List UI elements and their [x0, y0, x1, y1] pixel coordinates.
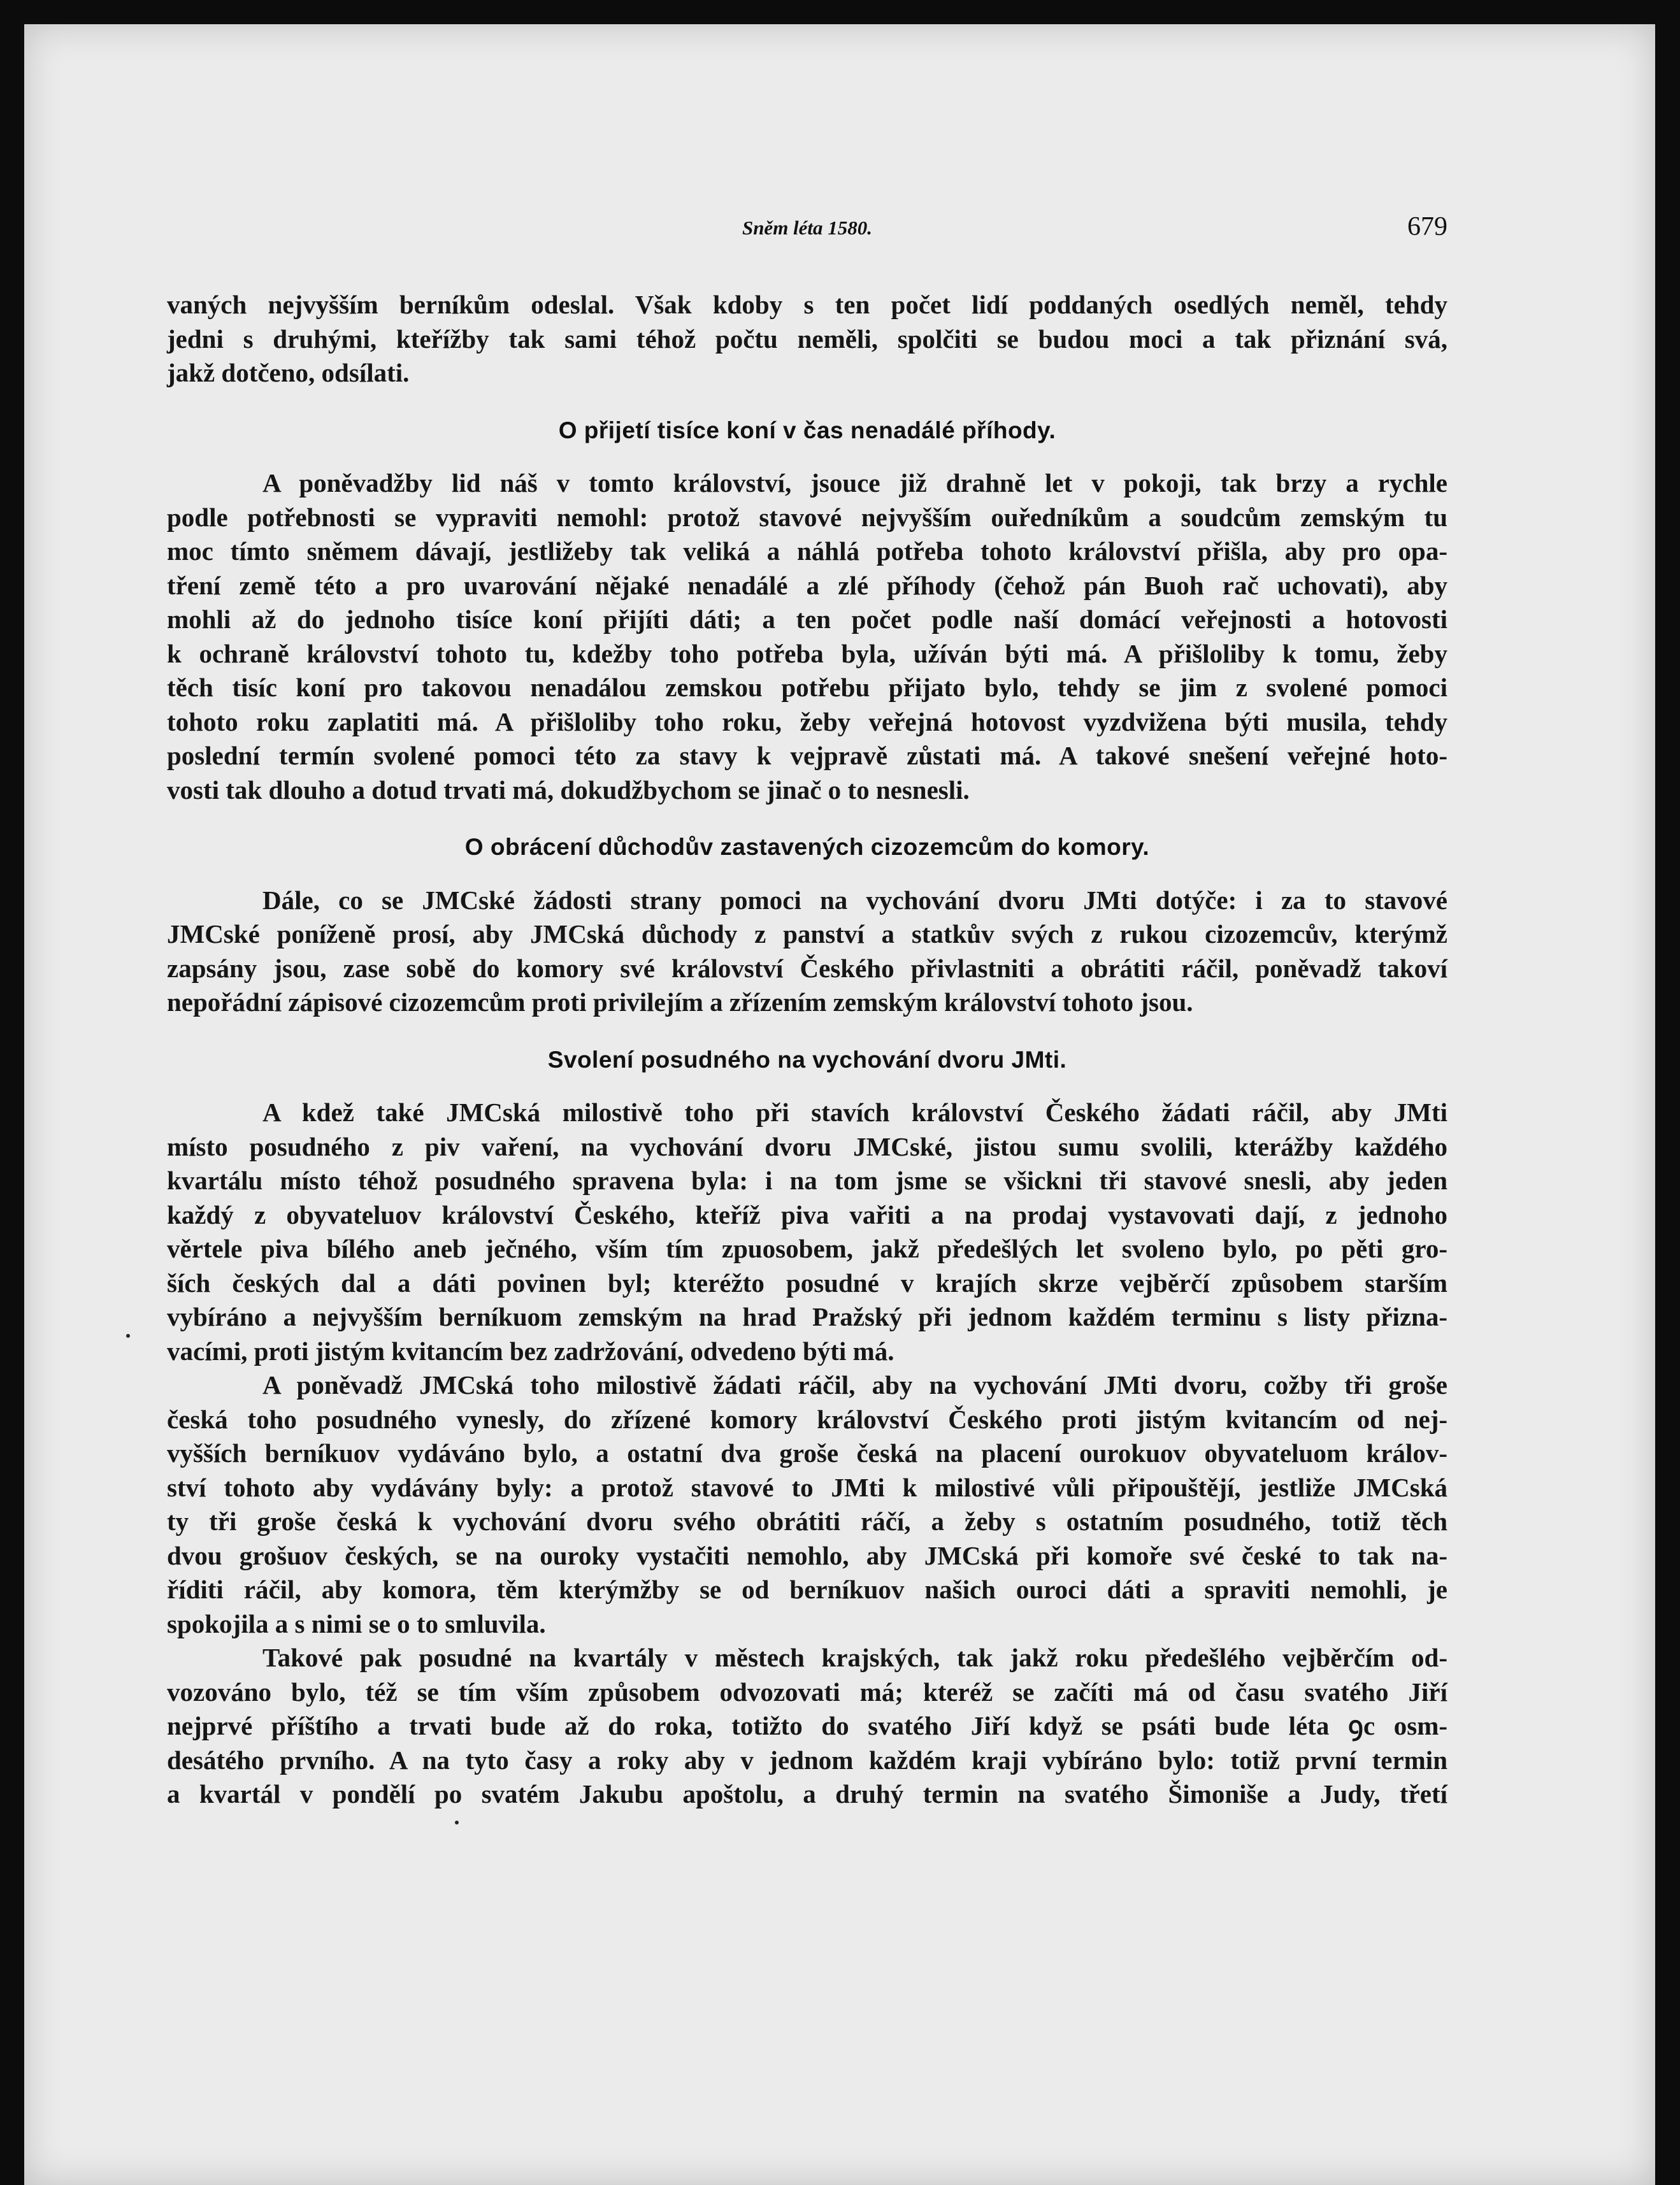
- text-line: vacími, proti jistým kvitancím bez zadržování, odvedeno býti má.: [167, 1336, 894, 1366]
- page-number: 679: [1407, 212, 1447, 241]
- text-line: poslední termín svolené pomoci této za stavy k vejpravě zůstati má. A takové snešení veřejné hoto-: [167, 741, 1447, 770]
- text-line: každý z obyvateluov království Českého, kteříž piva vařiti a na prodaj vystavovati dají, z jednoho: [167, 1200, 1447, 1229]
- text-line: vozováno bylo, též se tím vším způsobem odvozovati má; kteréž se začíti má od času svatého Jiří: [167, 1677, 1447, 1707]
- text-line: A poněvadž JMCská toho milostivě žádati ráčil, aby na vychování JMti dvoru, cožby tři groše: [262, 1370, 1447, 1400]
- text-line: JMCské poníženě prosí, aby JMCská důchody z panství a statkův svých z rukou cizozemcův, kterýmž: [167, 919, 1447, 949]
- section-heading: Svolení posudného na vychování dvoru JMti.: [547, 1046, 1067, 1073]
- text-line: věrtele piva bílého aneb ječného, vším tím zpuosobem, jakž předešlých let svoleno bylo, po pěti gro-: [167, 1234, 1447, 1263]
- text-line: a kvartál v pondělí po svatém Jakubu apoštolu, a druhý termin na svatého Šimoniše a Judy, třetí: [167, 1779, 1447, 1809]
- running-title: Sněm léta 1580.: [742, 217, 873, 239]
- text-line: jedni s druhými, kteřížby tak sami téhož počtu neměli, spolčiti se budou moci a tak přiznání svá,: [167, 324, 1447, 354]
- text-line: spokojila a s nimi se o to smluvila.: [167, 1608, 546, 1638]
- text-line: nepořádní zápisové cizozemcům proti privilejím a zřízením zemským království tohoto jsou.: [167, 987, 1193, 1017]
- section-1: [167, 466, 1447, 807]
- text-line: kvartálu místo téhož posudného spravena byla: i na tom jsme se všickni tři stavové snesli, aby jeden: [167, 1166, 1447, 1195]
- section-5: [167, 1641, 1447, 1812]
- section-0: [167, 288, 1447, 390]
- text-line: mohli až do jednoho tisíce koní přijíti dáti; a ten počet podle naší domácí veřejnosti a hotovosti: [167, 605, 1447, 634]
- text-line: ty tři groše česká k vychování dvoru svého obrátiti ráčí, a žeby s ostatním posudného, totiž těch: [167, 1507, 1447, 1536]
- text-line: nejprvé příštího a trvati bude až do roka, totižto do svatého Jiří když se psáti bude léta ꝯc osm-: [167, 1711, 1447, 1740]
- text-line: k ochraně království tohoto tu, kdežby toho potřeba byla, užíván býti má. A přišloliby k tomu, žeby: [167, 638, 1447, 668]
- text-line: Dále, co se JMCské žádosti strany pomoci na vychování dvoru JMti dotýče: i za to stavové: [262, 885, 1447, 915]
- section-heading: O obrácení důchodův zastavených cizozemcům do komory.: [464, 834, 1150, 860]
- scan-speck: [455, 1821, 459, 1824]
- text-line: dvou grošuov českých, se na ouroky vystačiti nemohlo, aby JMCská při komoře své české to tak na-: [167, 1540, 1447, 1570]
- text-line: vosti tak dlouho a dotud trvati má, dokudžbychom se jinač o to nesnesli.: [167, 775, 970, 805]
- text-line: vybíráno a nejvyšším berníkuom zemským na hrad Pražský při jednom každém terminu s listy přizna-: [167, 1302, 1447, 1331]
- text-line: česká toho posudného vynesly, do zřízené komory království Českého proti jistým kvitancím od nej-: [167, 1404, 1447, 1434]
- section-3: [167, 1096, 1447, 1368]
- text-line: zapsány jsou, zase sobě do komory své království Českého přivlastniti a obrátiti ráčil, poněvadž takoví: [167, 953, 1447, 983]
- text-line: těch tisíc koní pro takovou nenadálou zemskou potřebu přijato bylo, tehdy se jim z svolené pomoci: [167, 673, 1447, 702]
- text-line: vyšších berníkuov vydáváno bylo, a ostatní dva groše česká na placení ourokuov obyvateluom králov-: [167, 1438, 1447, 1468]
- text-line: říditi ráčil, aby komora, těm kterýmžby se od berníkuov našich ouroci dáti a spraviti nemohli, je: [167, 1575, 1447, 1604]
- text-line: jakž dotčeno, odsílati.: [167, 358, 410, 387]
- text-line: místo posudného z piv vaření, na vychování dvoru JMCské, jistou sumu svolili, kterážby každého: [167, 1131, 1447, 1161]
- section-heading: O přijetí tisíce koní v čas nenadálé příhody.: [558, 417, 1056, 443]
- page-header: [167, 211, 1447, 256]
- text-line: podle potřebnosti se vypraviti nemohl: protož stavové nejvyšším ouředníkům a soudcům zemským tu: [167, 502, 1447, 532]
- scan-speck: [126, 1334, 130, 1338]
- text-line: vaných nejvyšším berníkům odeslal. Však kdoby s ten počet lidí poddaných osedlých neměl, tehdy: [167, 290, 1447, 319]
- text-line: tření země této a pro uvarování nějaké nenadálé a zlé příhody (čehož pán Buoh rač uchovati), aby: [167, 570, 1447, 600]
- text-line: ství tohoto aby vydávány byly: a protož stavové to JMti k milostivé vůli připouštějí, jestliže JMCská: [167, 1472, 1447, 1502]
- text-line: moc tímto sněmem dávají, jestližeby tak veliká a náhlá potřeba tohoto království přišla, aby pro opa-: [167, 536, 1447, 566]
- section-4: [167, 1368, 1447, 1641]
- section-2: [167, 884, 1447, 1020]
- text-line: desátého prvního. A na tyto časy a roky aby v jednom každém kraji vybíráno bylo: totiž první termin: [167, 1745, 1447, 1775]
- text-line: A poněvadžby lid náš v tomto království, jsouce již drahně let v pokoji, tak brzy a rychle: [262, 468, 1447, 498]
- text-line: A kdež také JMCská milostivě toho při stavích království Českého žádati ráčil, aby JMti: [262, 1098, 1447, 1127]
- body-text: [167, 288, 1447, 1812]
- text-line: tohoto roku zaplatiti má. A přišloliby toho roku, žeby veřejná hotovost vyzdvižena býti musila, tehdy: [167, 706, 1447, 736]
- text-line: ších českých dal a dáti povinen byl; kteréžto posudné v krajích skrze vejběrčí způsobem starším: [167, 1268, 1447, 1298]
- text-line: Takové pak posudné na kvartály v městech krajských, tak jakž roku předešlého vejběrčím od-: [262, 1643, 1447, 1672]
